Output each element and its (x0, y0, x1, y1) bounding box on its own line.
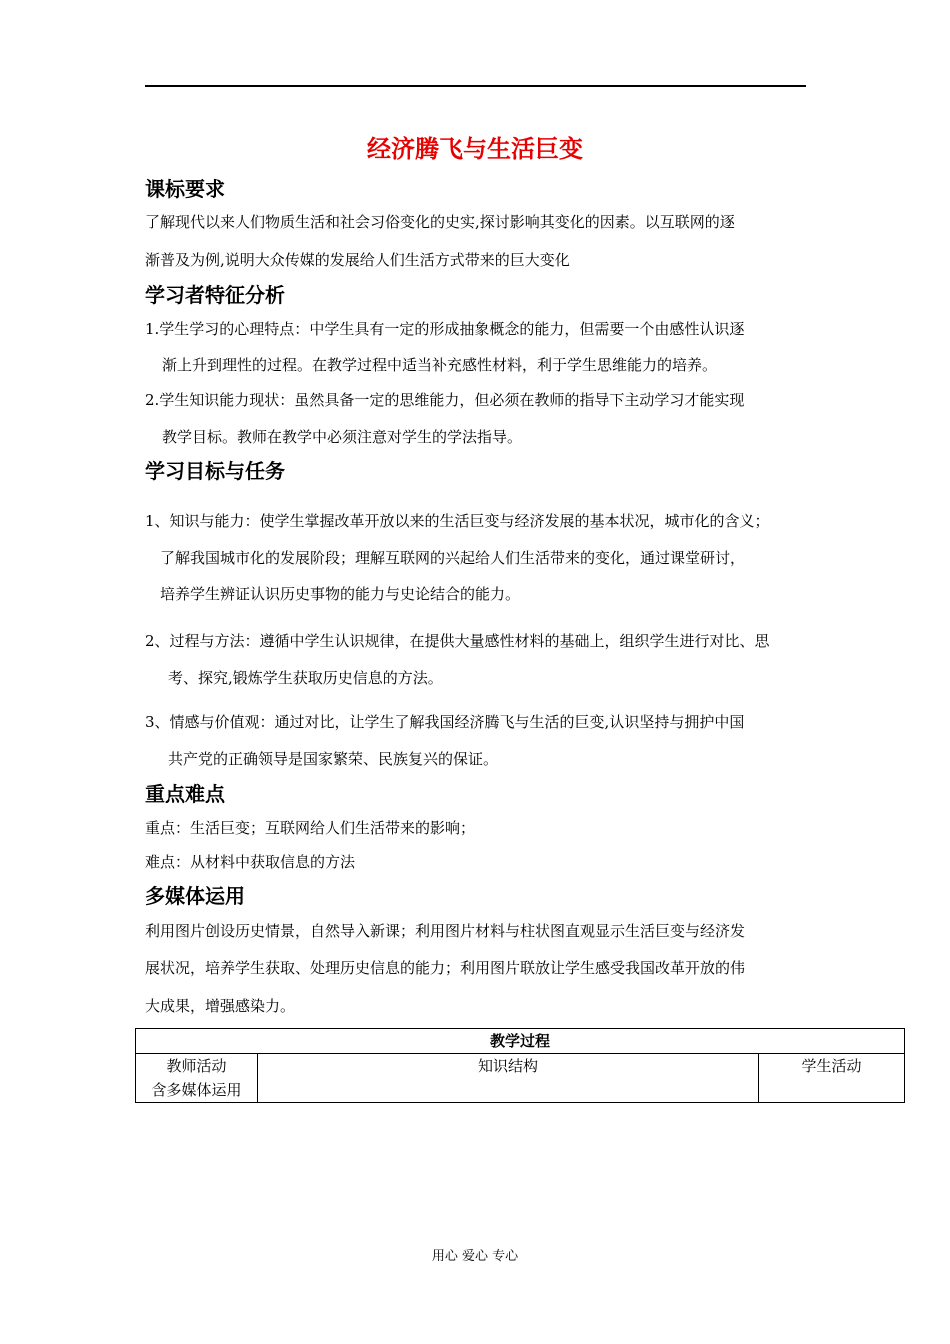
teacher-activity-label: 教师活动 (166, 1057, 227, 1075)
goals-line: 3、情感与价值观：通过对比，让学生了解我国经济腾飞与生活的巨变,认识坚持与拥护中国 (145, 713, 745, 731)
heading-multimedia: 多媒体运用 (145, 884, 245, 908)
goals-line: 2、过程与方法：遵循中学生认识规律，在提供大量感性材料的基础上，组织学生进行对比、思 (145, 632, 770, 650)
goals-line: 共产党的正确领导是国家繁荣、民族复兴的保证。 (168, 750, 499, 768)
student-activity-cell: 学生活动 (759, 1054, 905, 1103)
teaching-process-table (135, 1028, 905, 1103)
keypoints-line: 重点：生活巨变；互联网给人们生活带来的影响； (145, 819, 476, 837)
page-footer: 用心 爱心 专心 (431, 1249, 519, 1264)
goals-line: 培养学生辨证认识历史事物的能力与史论结合的能力。 (160, 585, 521, 603)
keypoints-line: 难点：从材料中获取信息的方法 (145, 853, 356, 871)
learner-line: 教学目标。教师在教学中必须注意对学生的学法指导。 (162, 428, 523, 446)
learner-line: 1.学生学习的心理特点：中学生具有一定的形成抽象概念的能力，但需要一个由感性认识逐 (145, 320, 745, 338)
goals-line: 考、探究,锻炼学生获取历史信息的方法。 (168, 669, 443, 687)
heading-curriculum: 课标要求 (145, 177, 225, 201)
multimedia-line: 利用图片创设历史情景，自然导入新课；利用图片材料与柱状图直观显示生活巨变与经济发 (145, 922, 746, 940)
heading-learner: 学习者特征分析 (145, 283, 285, 307)
heading-keypoints: 重点难点 (145, 782, 225, 806)
multimedia-line: 展状况，培养学生获取、处理历史信息的能力；利用图片联放让学生感受我国改革开放的伟 (145, 959, 746, 977)
knowledge-structure-cell: 知识结构 (258, 1054, 759, 1103)
heading-goals: 学习目标与任务 (145, 459, 285, 483)
goals-line: 1、知识与能力：使学生掌握改革开放以来的生活巨变与经济发展的基本状况，城市化的含义； (145, 512, 770, 530)
multimedia-use-label: 含多媒体运用 (151, 1081, 242, 1099)
goals-line: 了解我国城市化的发展阶段；理解互联网的兴起给人们生活带来的变化，通过课堂研讨， (160, 549, 746, 567)
page-title: 经济腾飞与生活巨变 (367, 135, 583, 163)
multimedia-line: 大成果，增强感染力。 (145, 997, 296, 1015)
learner-line: 渐上升到理性的过程。在教学过程中适当补充感性材料，利于学生思维能力的培养。 (162, 356, 718, 374)
teacher-activity-cell (136, 1054, 258, 1103)
table-header: 教学过程 (136, 1029, 905, 1054)
learner-line: 2.学生知识能力现状：虽然具备一定的思维能力，但必须在教师的指导下主动学习才能实现 (145, 391, 745, 409)
curriculum-line: 渐普及为例,说明大众传媒的发展给人们生活方式带来的巨大变化 (145, 251, 570, 269)
curriculum-line: 了解现代以来人们物质生活和社会习俗变化的史实,探讨影响其变化的因素。以互联网的逐 (145, 213, 735, 231)
header-rule (145, 85, 806, 87)
